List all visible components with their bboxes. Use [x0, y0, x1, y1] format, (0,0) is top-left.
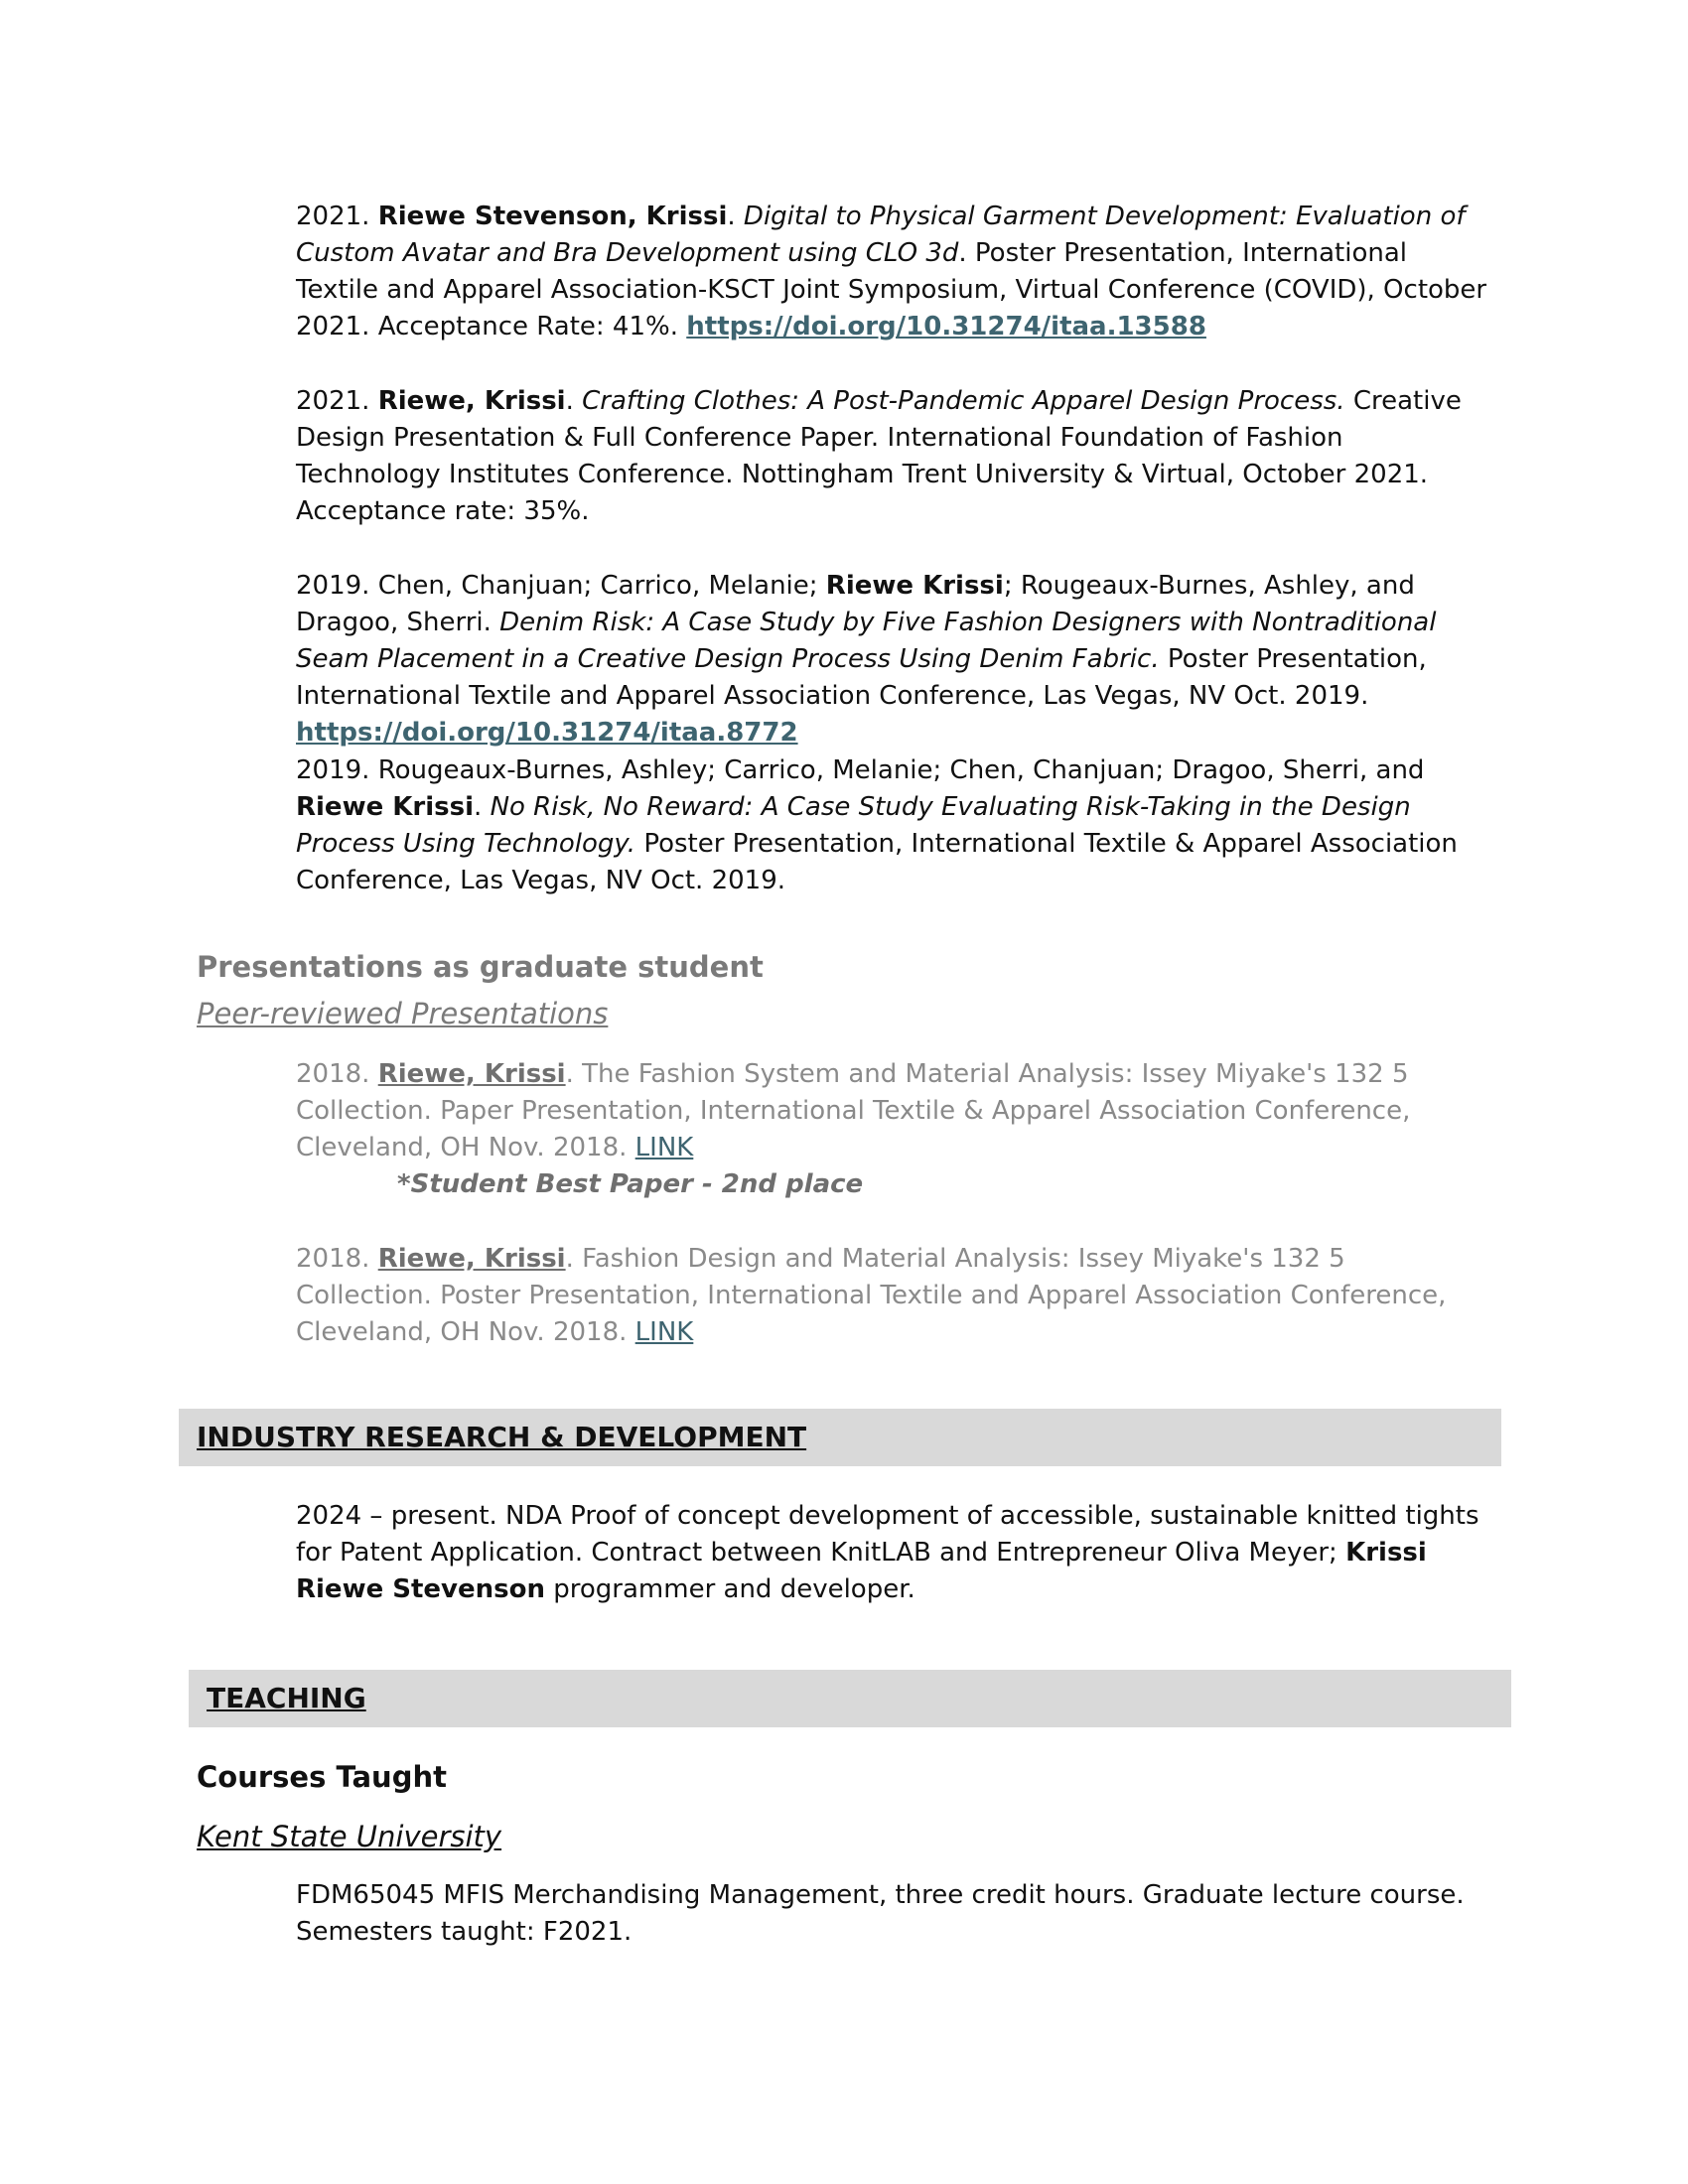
entry-punct: .	[474, 792, 483, 822]
entry-details: . Fashion Design and Material Analysis: Issey Miyake's 132 5 Collection. Poster Presentation, International Textile and Apparel Association Conference, Cleveland, OH Nov. 2018.	[296, 1244, 1447, 1347]
teaching-heading: TEACHING	[207, 1682, 366, 1714]
entry-title: Digital to Physical Garment Development: Evaluation of Custom Avatar and Bra Development using CLO 3d	[296, 202, 1466, 268]
entry-author: Riewe, Krissi	[377, 386, 566, 416]
entry-title: No Risk, No Reward: A Case Study Evaluating Risk-Taking in the Design Process Using Technology.	[296, 792, 1411, 859]
entry-year: 2021.	[296, 202, 370, 231]
entry-punct: .	[727, 202, 736, 231]
entry-author: Riewe, Krissi	[377, 1059, 566, 1089]
entry-year: 2021.	[296, 386, 370, 416]
entry-authors: 2019. Rougeaux-Burnes, Ashley; Carrico, Melanie; Chen, Chanjuan; Dragoo, Sherri, and	[296, 755, 1425, 785]
presentation-entry-2021-clo3d	[296, 199, 1487, 345]
entry-details: Poster Presentation, International Textile and Apparel Association-KSCT Joint Symposium, Virtual Conference (COVID), October 2021. Acceptance Rate: 41%.	[296, 238, 1487, 341]
courses-taught-heading: Courses Taught	[197, 1760, 447, 1794]
entry-acceptance: Acceptance rate: 35%.	[296, 496, 590, 526]
paper-link[interactable]: LINK	[634, 1133, 694, 1162]
industry-role: programmer and developer.	[553, 1574, 915, 1604]
peer-reviewed-heading: Peer-reviewed Presentations	[197, 997, 609, 1030]
student-best-paper-award: *Student Best Paper - 2nd place	[397, 1169, 864, 1199]
course-text: FDM65045 MFIS Merchandising Management, three credit hours. Graduate lecture course. Semesters taught: F2021.	[296, 1880, 1465, 1947]
grad-presentations-heading: Presentations as graduate student	[197, 950, 764, 984]
course-entry	[296, 1877, 1487, 1951]
entry-author: Riewe Krissi	[296, 792, 475, 822]
entry-author: Riewe, Krissi	[377, 1244, 566, 1274]
entry-details: . The Fashion System and Material Analysis: Issey Miyake's 132 5 Collection. Paper Presentation, International Textile & Apparel Association Conference, Cleveland, OH Nov. 2018.	[296, 1059, 1411, 1162]
entry-authors-rest: ; Rougeaux-Burnes, Ashley, and Dragoo, Sherri.	[296, 571, 1415, 637]
presentation-entry-2019-denim	[296, 568, 1487, 751]
teaching-section-band	[189, 1670, 1511, 1727]
entry-title: Crafting Clothes: A Post-Pandemic Apparel Design Process.	[582, 386, 1345, 416]
entry-details: Poster Presentation, International Textile & Apparel Association Conference, Las Vegas, NV Oct. 2019.	[296, 829, 1458, 895]
industry-heading: INDUSTRY RESEARCH & DEVELOPMENT	[197, 1421, 807, 1453]
entry-year: 2018.	[296, 1244, 370, 1274]
entry-author: Riewe Krissi	[825, 571, 1004, 601]
entry-punct: .	[958, 238, 967, 268]
entry-title: Denim Risk: A Case Study by Five Fashion Designers with Nontraditional Seam Placement in a Creative Design Process Using Denim Fabric.	[296, 608, 1437, 674]
entry-details: Poster Presentation, International Textile and Apparel Association Conference, Las Vegas, NV Oct. 2019.	[296, 644, 1427, 711]
industry-text: 2024 – present. NDA Proof of concept development of accessible, sustainable knitted tights for Patent Application. Contract between KnitLAB and Entrepreneur Oliva Meyer;	[296, 1501, 1479, 1568]
industry-entry	[296, 1498, 1487, 1608]
grad-entry-2018-paper	[296, 1056, 1487, 1166]
entry-punct: .	[565, 386, 574, 416]
entry-authors: 2019. Chen, Chanjuan; Carrico, Melanie;	[296, 571, 818, 601]
industry-section-band	[179, 1409, 1501, 1466]
doi-link[interactable]: https://doi.org/10.31274/itaa.13588	[686, 312, 1206, 341]
presentation-entry-2021-crafting	[296, 383, 1487, 530]
entry-year: 2018.	[296, 1059, 370, 1089]
university-heading: Kent State University	[197, 1820, 502, 1853]
doi-link[interactable]: https://doi.org/10.31274/itaa.8772	[296, 718, 798, 748]
poster-link[interactable]: LINK	[634, 1317, 694, 1347]
entry-details: Creative Design Presentation & Full Conference Paper. International Foundation of Fashion Technology Institutes Conference. Nottingham Trent University & Virtual, October 2021.	[296, 386, 1462, 489]
industry-name: Krissi Riewe Stevenson	[296, 1538, 1427, 1604]
grad-entry-2018-poster	[296, 1241, 1487, 1351]
entry-author: Riewe Stevenson, Krissi	[377, 202, 728, 231]
presentation-entry-2019-risk	[296, 752, 1487, 899]
